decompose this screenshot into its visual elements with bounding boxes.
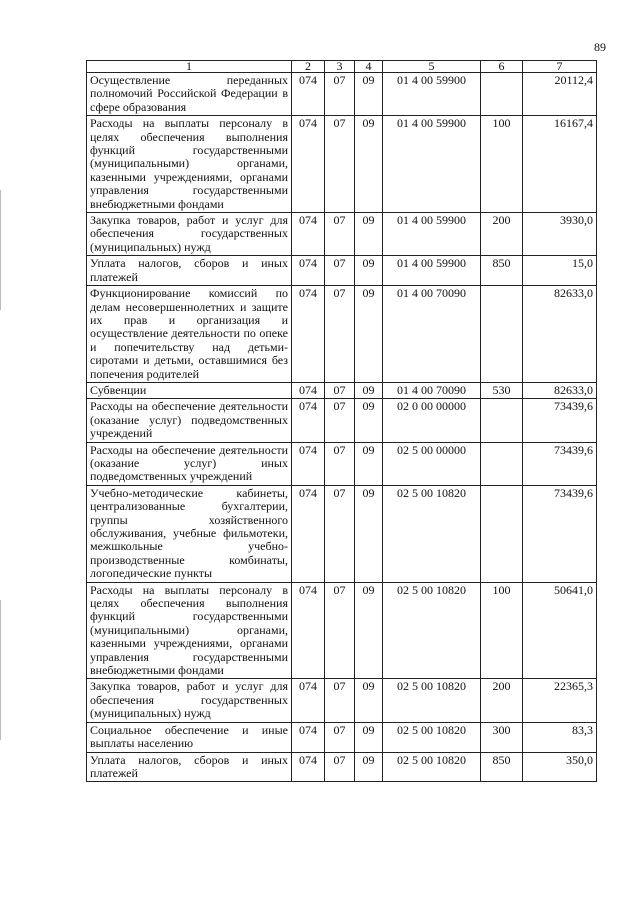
code-cell: 01 4 00 59900 — [383, 116, 481, 213]
code-cell: 074 — [292, 582, 325, 679]
code-cell: 074 — [292, 722, 325, 752]
row-name-cell: Осуществление переданных полномочий Российской Федерации в сфере образования — [87, 73, 292, 116]
code-cell: 074 — [292, 116, 325, 213]
code-cell: 02 5 00 00000 — [383, 442, 481, 485]
code-cell: 09 — [355, 582, 383, 679]
code-cell: 100 — [481, 116, 523, 213]
sum-cell: 15,0 — [523, 256, 597, 286]
sum-cell: 50641,0 — [523, 582, 597, 679]
table-row — [87, 679, 597, 722]
code-cell: 01 4 00 59900 — [383, 256, 481, 286]
code-cell — [481, 286, 523, 383]
column-header: 2 — [292, 61, 325, 73]
code-cell: 07 — [325, 679, 355, 722]
row-name-cell: Учебно-методические кабинеты, централизованные бухгалтерии, группы хозяйственного обслуживания, учебные фильмотеки, межшкольные учебно-производственные комбинаты, логопедические пункты — [87, 485, 292, 582]
table-row — [87, 752, 597, 782]
code-cell: 074 — [292, 485, 325, 582]
code-cell: 02 5 00 10820 — [383, 679, 481, 722]
code-cell: 074 — [292, 73, 325, 116]
table-row — [87, 256, 597, 286]
code-cell: 01 4 00 59900 — [383, 73, 481, 116]
table-row — [87, 116, 597, 213]
sum-cell: 3930,0 — [523, 213, 597, 256]
table-row — [87, 722, 597, 752]
code-cell: 850 — [481, 256, 523, 286]
code-cell: 074 — [292, 256, 325, 286]
code-cell: 09 — [355, 286, 383, 383]
row-name-cell: Расходы на выплаты персоналу в целях обеспечения выполнения функций государственными (муниципальными) органами, казенными учреждениями, органами управления государственными внебюджетными фондами — [87, 582, 292, 679]
code-cell: 09 — [355, 399, 383, 442]
table-row — [87, 399, 597, 442]
sum-cell: 20112,4 — [523, 73, 597, 116]
code-cell: 07 — [325, 582, 355, 679]
scan-edge-mark — [0, 190, 1, 310]
code-cell — [481, 485, 523, 582]
row-name-cell: Субвенции — [87, 382, 292, 398]
code-cell: 07 — [325, 213, 355, 256]
sum-cell: 73439,6 — [523, 442, 597, 485]
code-cell: 07 — [325, 752, 355, 782]
code-cell: 02 5 00 10820 — [383, 722, 481, 752]
column-header: 4 — [355, 61, 383, 73]
code-cell: 07 — [325, 722, 355, 752]
table-row — [87, 485, 597, 582]
sum-cell: 350,0 — [523, 752, 597, 782]
column-header: 3 — [325, 61, 355, 73]
column-header: 6 — [481, 61, 523, 73]
code-cell: 02 0 00 00000 — [383, 399, 481, 442]
code-cell: 02 5 00 10820 — [383, 582, 481, 679]
code-cell: 09 — [355, 382, 383, 398]
code-cell: 074 — [292, 213, 325, 256]
table-row — [87, 213, 597, 256]
code-cell: 07 — [325, 442, 355, 485]
code-cell: 300 — [481, 722, 523, 752]
table-row — [87, 442, 597, 485]
row-name-cell: Расходы на обеспечение деятельности (оказание услуг) иных подведомственных учреждений — [87, 442, 292, 485]
code-cell: 100 — [481, 582, 523, 679]
column-header: 1 — [87, 61, 292, 73]
code-cell — [481, 442, 523, 485]
row-name-cell: Расходы на обеспечение деятельности (оказание услуг) подведомственных учреждений — [87, 399, 292, 442]
code-cell: 09 — [355, 752, 383, 782]
code-cell: 09 — [355, 442, 383, 485]
row-name-cell: Закупка товаров, работ и услуг для обеспечения государственных (муниципальных) нужд — [87, 679, 292, 722]
code-cell: 074 — [292, 442, 325, 485]
column-header: 5 — [383, 61, 481, 73]
code-cell: 074 — [292, 382, 325, 398]
scan-edge-mark — [0, 600, 1, 740]
sum-cell: 73439,6 — [523, 485, 597, 582]
sum-cell: 83,3 — [523, 722, 597, 752]
code-cell: 07 — [325, 485, 355, 582]
table-header-row — [87, 61, 597, 73]
page-number: 89 — [594, 40, 606, 54]
code-cell: 07 — [325, 286, 355, 383]
sum-cell: 22365,3 — [523, 679, 597, 722]
table-row — [87, 73, 597, 116]
code-cell: 09 — [355, 213, 383, 256]
code-cell: 074 — [292, 752, 325, 782]
code-cell: 09 — [355, 485, 383, 582]
code-cell: 07 — [325, 116, 355, 213]
code-cell — [481, 399, 523, 442]
code-cell: 09 — [355, 116, 383, 213]
table-row — [87, 286, 597, 383]
code-cell: 200 — [481, 213, 523, 256]
code-cell: 07 — [325, 73, 355, 116]
code-cell: 09 — [355, 73, 383, 116]
code-cell: 02 5 00 10820 — [383, 485, 481, 582]
sum-cell: 82633,0 — [523, 286, 597, 383]
code-cell — [481, 73, 523, 116]
sum-cell: 73439,6 — [523, 399, 597, 442]
code-cell: 09 — [355, 722, 383, 752]
code-cell: 074 — [292, 679, 325, 722]
row-name-cell: Закупка товаров, работ и услуг для обеспечения государственных (муниципальных) нужд — [87, 213, 292, 256]
code-cell: 01 4 00 70090 — [383, 286, 481, 383]
code-cell: 02 5 00 10820 — [383, 752, 481, 782]
code-cell: 09 — [355, 256, 383, 286]
row-name-cell: Уплата налогов, сборов и иных платежей — [87, 752, 292, 782]
code-cell: 07 — [325, 256, 355, 286]
code-cell: 074 — [292, 399, 325, 442]
code-cell: 09 — [355, 679, 383, 722]
row-name-cell: Функционирование комиссий по делам несовершеннолетних и защите их прав и организация и осуществление деятельности по опеке и попечительству над детьми-сиротами и детьми, оставшимися без попечения родителей — [87, 286, 292, 383]
code-cell: 530 — [481, 382, 523, 398]
row-name-cell: Уплата налогов, сборов и иных платежей — [87, 256, 292, 286]
code-cell: 074 — [292, 286, 325, 383]
code-cell: 850 — [481, 752, 523, 782]
code-cell: 200 — [481, 679, 523, 722]
row-name-cell: Расходы на выплаты персоналу в целях обеспечения выполнения функций государственными (муниципальными) органами, казенными учреждениями, органами управления государственными внебюджетными фондами — [87, 116, 292, 213]
code-cell: 01 4 00 70090 — [383, 382, 481, 398]
column-header: 7 — [523, 61, 597, 73]
row-name-cell: Социальное обеспечение и иные выплаты населению — [87, 722, 292, 752]
table-row — [87, 382, 597, 398]
table-row — [87, 582, 597, 679]
sum-cell: 16167,4 — [523, 116, 597, 213]
code-cell: 07 — [325, 399, 355, 442]
code-cell: 01 4 00 59900 — [383, 213, 481, 256]
budget-table — [86, 60, 597, 782]
sum-cell: 82633,0 — [523, 382, 597, 398]
code-cell: 07 — [325, 382, 355, 398]
